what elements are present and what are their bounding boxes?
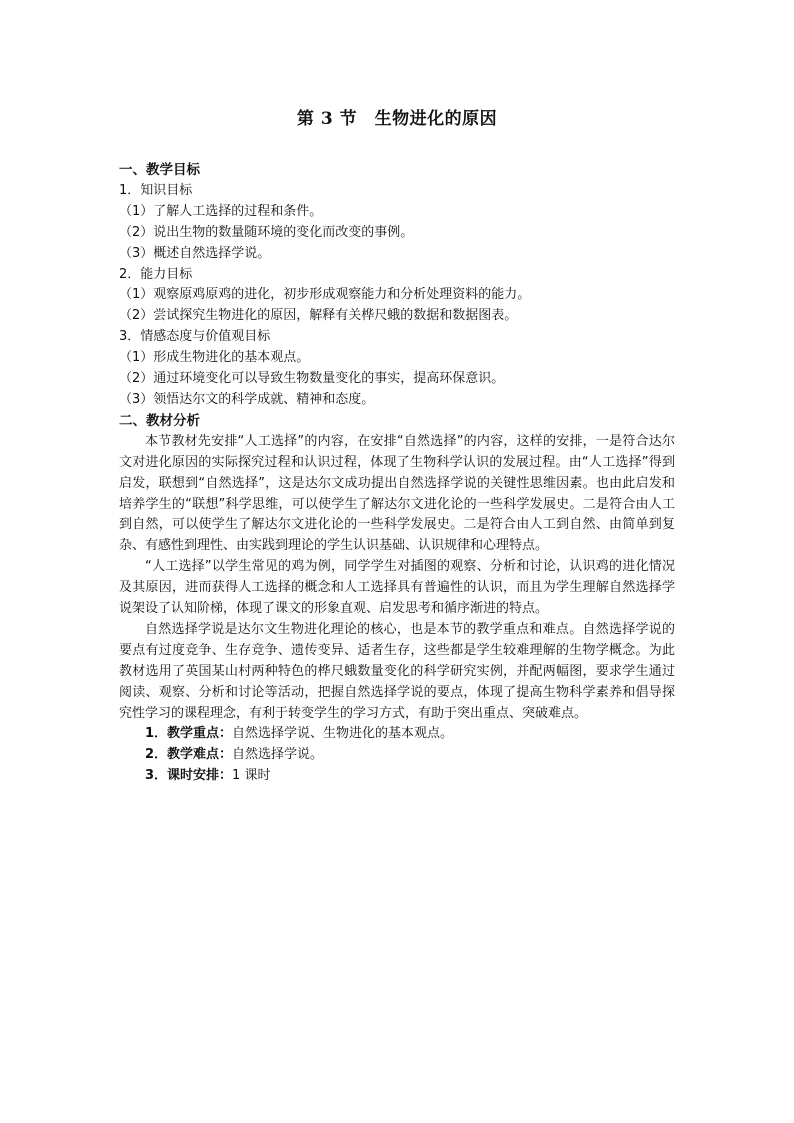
list-item: （2）尝试探究生物进化的原因，解释有关桦尺蛾的数据和数据图表。 xyxy=(119,308,518,324)
key-point-schedule xyxy=(119,766,675,787)
list-item: （1）观察原鸡原鸡的进化，初步形成观察能力和分析处理资料的能力。 xyxy=(119,287,531,303)
document-body xyxy=(119,160,675,787)
list-item: （1）形成生物进化的基本观点。 xyxy=(119,350,310,366)
section-heading-analysis: 二、教材分析 xyxy=(119,412,200,429)
analysis-paragraph: “人工选择”以学生常见的鸡为例，同学学生对插图的观察、分析和讨论，认识鸡的进化情况及其原因，进而获得人工选择的概念和人工选择具有普遍性的认识，而且为学生理解自然选择学说架设了认知阶梯，体现了课文的形象直观、启发思考和循序渐进的特点。 xyxy=(119,559,675,617)
list-item: （2）通过环境变化可以导致生物数量变化的事实，提高环保意识。 xyxy=(119,371,505,387)
section-heading-objectives: 一、教学目标 xyxy=(119,162,200,178)
subheading-ability: 2．能力目标 xyxy=(119,266,193,282)
key-point-value: 1 课时 xyxy=(232,768,271,784)
key-point-value: 自然选择学说、生物进化的基本观点。 xyxy=(232,726,454,742)
key-point-value: 自然选择学说。 xyxy=(232,747,324,763)
analysis-paragraph: 自然选择学说是达尔文生物进化理论的核心，也是本节的教学重点和难点。自然选择学说的要点有过度竞争、生存竞争、遗传变异、适者生存，这些都是学生较难理解的生物学概念。为此教材选用了英国某山村两种特色的桦尺蛾数量变化的科学研究实例，并配两幅图，要求学生通过阅读、观察、分析和讨论等活动，把握自然选择学说的要点，体现了提高生物科学素养和倡导探究性学习的课程理念，有利于转变学生的学习方式，有助于突出重点、突破难点。 xyxy=(119,621,675,721)
list-item: （3）领悟达尔文的科学成就、精神和态度。 xyxy=(119,391,375,407)
list-item: （3）概述自然选择学说。 xyxy=(119,245,271,261)
subheading-attitude: 3．情感态度与价值观目标 xyxy=(119,329,271,345)
key-point-label: 3．课时安排： xyxy=(145,768,233,784)
analysis-paragraph: 本节教材先安排“人工选择”的内容，在安排“自然选择”的内容，这样的安排，一是符合达尔文对进化原因的实际探究过程和认识过程，体现了生物科学认识的发展过程。由“人工选择”得到启发，联想到“自然选择”，这是达尔文成功提出自然选择学说的关键性思维因素。也由此启发和培养学生的“联想”科学思维，可以使学生了解达尔文进化论的一些科学发展史。二是符合由人工到自然，可以使学生了解达尔文进化论的一些科学发展史。二是符合由人工到自然、由简单到复杂、有感性到理性、由实践到理论的学生认识基础、认识规律和心理特点。 xyxy=(119,433,675,554)
key-point-label: 2．教学难点： xyxy=(145,747,233,763)
key-point-difficulty xyxy=(119,745,675,766)
key-point-label: 1．教学重点： xyxy=(145,726,233,742)
list-item: （2）说出生物的数量随环境的变化而改变的事例。 xyxy=(119,224,414,240)
page-title: 第 3 节 生物进化的原因 xyxy=(296,109,498,129)
list-item: （1）了解人工选择的过程和条件。 xyxy=(119,203,323,219)
subheading-knowledge: 1．知识目标 xyxy=(119,182,193,198)
key-point-focus xyxy=(119,724,675,745)
